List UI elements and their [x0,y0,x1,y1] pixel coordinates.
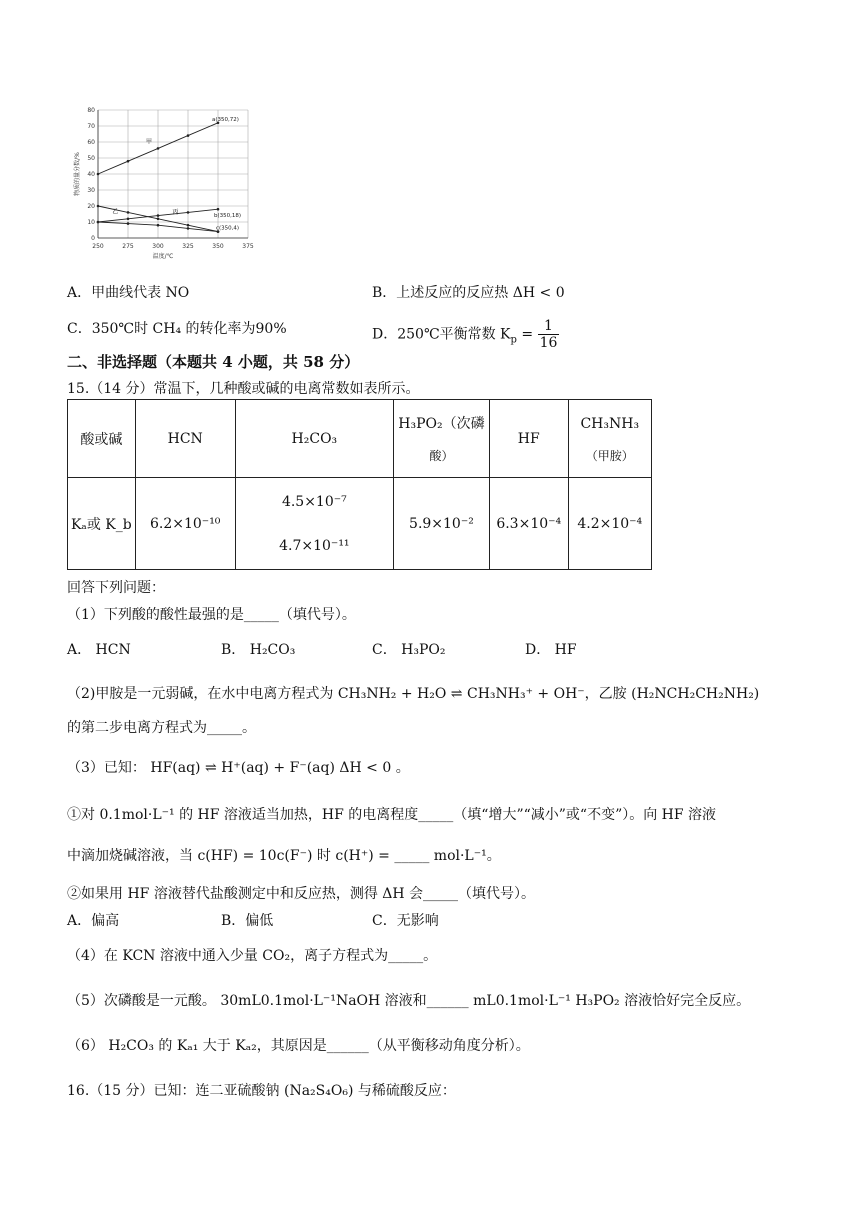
table-cell: 6.3×10⁻⁴ [489,478,568,570]
data-point [187,134,190,137]
x-tick-label: 275 [122,243,134,250]
series-name-label: 乙 [112,208,119,216]
q15-part6: （6） H₂CO₃ 的 Kₐ₁ 大于 Kₐ₂，其原因是______（从平衡移动角度分析）。 [67,1038,530,1054]
fraction-denominator: 16 [539,335,558,351]
fraction-numerator: 1 [538,318,560,335]
table-header-line: H₃PO₂（次磷 [398,415,485,432]
q15-part3: （3）已知： HF(aq) ⇌ H⁺(aq) + F⁻(aq) ΔH < 0 。 [67,760,410,776]
q16-intro: 16.（15 分）已知：连二亚硫酸钠 (Na₂S₄O₆) 与稀硫酸反应： [67,1083,456,1099]
option-d-eq: = [516,326,538,343]
y-tick-label: 80 [87,107,95,114]
data-point [127,160,130,163]
table-header-line: 酸） [429,448,454,463]
data-point [127,222,130,225]
y-tick-label: 60 [87,139,95,146]
option-d [372,318,559,351]
q15-part3-1b: 中滴加烧碱溶液，当 c(HF) = 10c(F⁻) 时 c(H⁺) = _____ mol·L⁻¹。 [67,848,501,864]
table-cell: 5.9×10⁻² [393,478,489,570]
q15-part1-option-d: D． HF [525,642,577,658]
ionization-table [67,399,652,570]
option-c: C．350℃时 CH₄ 的转化率为90% [67,321,287,337]
x-tick-label: 250 [92,243,104,250]
q15-intro: 15.（14 分）常温下，几种酸或碱的电离常数如表所示。 [67,381,420,397]
q15-part3-2: ②如果用 HF 溶液替代盐酸测定中和反应热，测得 ΔH 会_____（填代号）。 [67,886,536,902]
series-name-label: 甲 [146,138,153,146]
q15-part4: （4）在 KCN 溶液中通入少量 CO₂，离子方程式为_____。 [67,948,438,964]
table-cell: 6.2×10⁻¹⁰ [135,478,235,570]
q15-part1-option-b: B． H₂CO₃ [221,642,296,658]
table-row [68,478,652,570]
y-axis-label: 物质的量分数/% [74,152,81,196]
table-header-line: CH₃NH₃ [580,415,640,432]
data-point [157,214,160,217]
fraction [538,318,560,351]
y-tick-label: 20 [87,203,95,210]
table-header-row [68,400,652,478]
data-point [157,224,160,227]
y-tick-label: 0 [91,235,95,242]
q15-part3-2-option-c: C．无影响 [372,913,439,929]
q15-part1-option-c: C． H₃PO₂ [372,642,446,658]
data-point [157,218,160,221]
x-tick-label: 350 [212,243,224,250]
answer-intro: 回答下列问题： [67,580,165,596]
q15-part3-2-option-a: A．偏高 [67,913,120,929]
q15-part1: （1）下列酸的酸性最强的是_____（填代号）。 [67,607,356,623]
table-cell: 4.2×10⁻⁴ [568,478,651,570]
section-title: 二、非选择题（本题共 4 小题，共 58 分） [67,353,360,371]
x-tick-label: 300 [152,243,164,250]
point-annotation: b(350,18) [214,213,242,220]
option-a: A．甲曲线代表 NO [67,285,190,301]
table-header: H₂CO₃ [235,400,393,478]
q15-part5: （5）次磷酸是一元酸。 30mL0.1mol·L⁻¹NaOH 溶液和______ mL0.1mol·L⁻¹ H₃PO₂ 溶液恰好完全反应。 [67,993,751,1009]
table-header [393,400,489,478]
q15-part2-line1: （2)甲胺是一元弱碱，在水中电离方程式为 CH₃NH₂ + H₂O ⇌ CH₃NH₃⁺ + OH⁻，乙胺 (H₂NCH₂CH₂NH₂) [67,686,760,702]
y-tick-label: 10 [87,219,95,226]
series-name-label: 丙 [172,209,179,217]
y-tick-label: 50 [87,155,95,162]
data-point [97,173,100,176]
point-annotation: a(350,72) [212,116,239,123]
table-header-line: （甲胺） [585,448,634,463]
data-point [187,227,190,230]
chart-labels [73,107,254,260]
table-cell: Kₐ或 K_b [68,478,136,570]
table-cell [235,478,393,570]
y-tick-label: 70 [87,123,95,130]
data-point [127,218,130,221]
data-point [187,211,190,214]
x-tick-label: 375 [242,243,254,250]
option-d-prefix: D．250℃平衡常数 K [372,326,511,343]
data-point [97,221,100,224]
line-chart [70,100,270,270]
table-header [568,400,651,478]
table-header: HF [489,400,568,478]
q15-part3-2-option-b: B．偏低 [221,913,274,929]
table-cell-line: 4.7×10⁻¹¹ [279,537,350,554]
option-b: B．上述反应的反应热 ΔH < 0 [372,285,565,301]
data-point [157,147,160,150]
data-point [127,211,130,214]
x-axis-label: 温度/℃ [152,253,174,260]
table-header: 酸或碱 [68,400,136,478]
q15-part3-1a: ①对 0.1mol·L⁻¹ 的 HF 溶液适当加热，HF 的电离程度_____（填“增大”“减小”或“不变”）。向 HF 溶液 [67,807,717,823]
table-cell-line: 4.5×10⁻⁷ [281,493,347,510]
y-tick-label: 30 [87,187,95,194]
option-d-sub: p [510,334,517,346]
data-point [97,205,100,208]
q15-part2-line2: 的第二步电离方程式为_____。 [67,720,256,736]
data-point [187,224,190,227]
table-header: HCN [135,400,235,478]
x-tick-label: 325 [182,243,194,250]
point-annotation: c(350,4) [216,225,240,232]
q15-part1-option-a: A． HCN [67,642,131,658]
y-tick-label: 40 [87,171,95,178]
data-point [217,208,220,211]
